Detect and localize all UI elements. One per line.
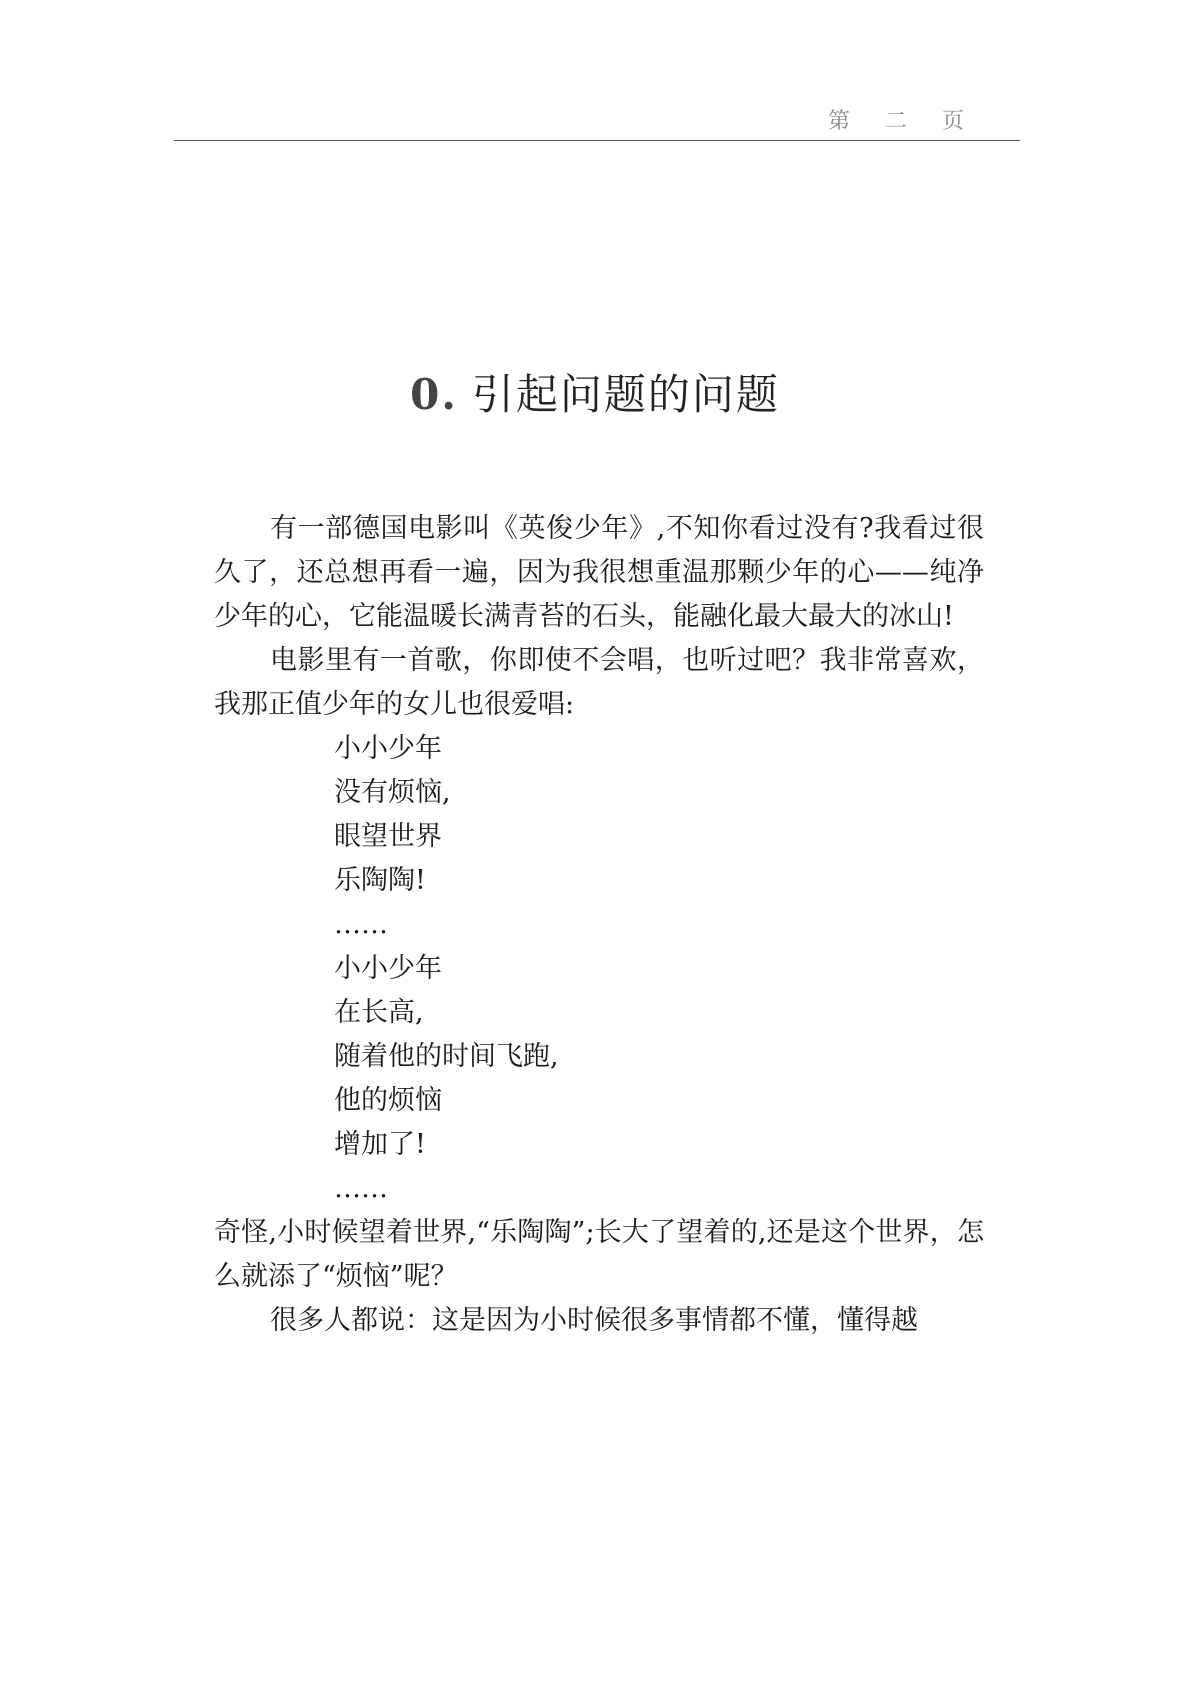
lyric-line: 小小少年 (334, 953, 442, 984)
page-number-label: 第 二 页 (828, 109, 978, 134)
song-lyrics (214, 727, 984, 1211)
lyric-line: 眼望世界 (334, 821, 442, 852)
lyric-line: 没有烦恼, (334, 777, 451, 808)
lyric-line: 他的烦恼 (334, 1085, 442, 1116)
paragraph-3: 奇怪,小时候望着世界,“乐陶陶”;长大了望着的,还是这个世界，怎么就添了“烦恼”呢？ (214, 1217, 984, 1292)
lyric-line: 随着他的时间飞跑, (334, 1041, 559, 1072)
paragraph-4: 很多人都说：这是因为小时候很多事情都不懂，懂得越 (270, 1305, 918, 1336)
chapter-number: 0. (410, 370, 458, 419)
body-text (214, 507, 984, 1343)
lyric-ellipsis: …… (334, 1173, 388, 1204)
chapter-title (0, 362, 1190, 422)
lyric-line: 小小少年 (334, 733, 442, 764)
lyric-ellipsis: …… (334, 909, 388, 940)
lyric-line: 在长高, (334, 997, 424, 1028)
lyric-line: 乐陶陶! (334, 865, 426, 896)
chapter-title-text: 引起问题的问题 (471, 370, 780, 419)
paragraph-1: 有一部德国电影叫《英俊少年》,不知你看过没有?我看过很久了，还总想再看一遍，因为我很想重温那颗少年的心——纯净少年的心，它能温暖长满青苔的石头，能融化最大最大的冰山! (214, 513, 984, 632)
page-header (174, 100, 1020, 141)
paragraph-2: 电影里有一首歌，你即使不会唱，也听过吧？我非常喜欢，我那正值少年的女儿也很爱唱: (214, 645, 984, 720)
lyric-line: 增加了! (334, 1129, 426, 1160)
